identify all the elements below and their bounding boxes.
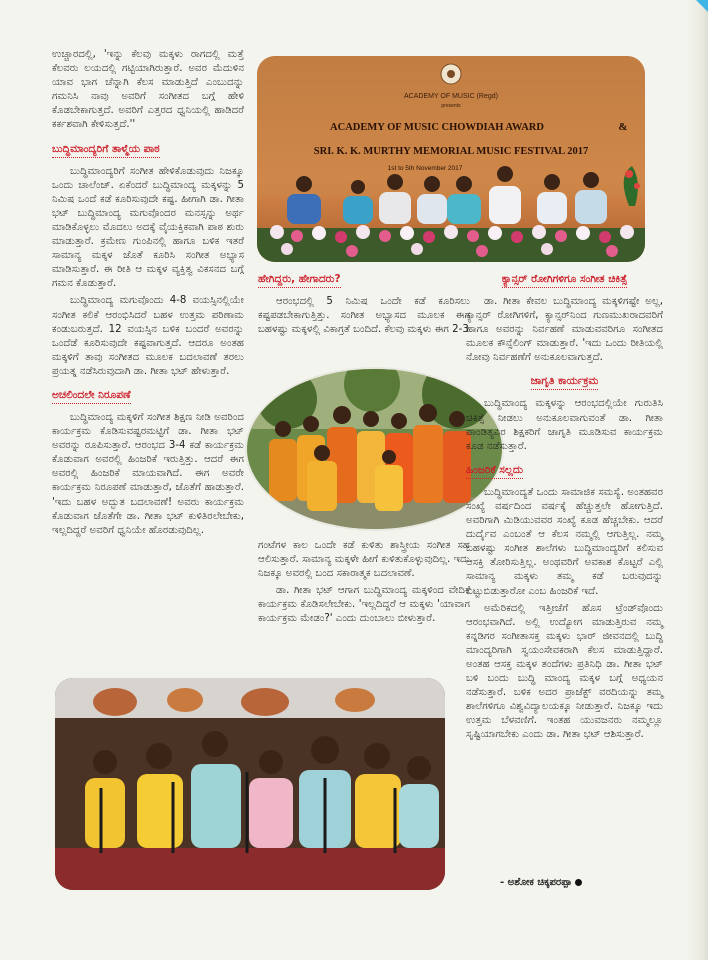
byline-text: - ಅಶೋಕ ಚಿಕ್ಕಪರಪ್ಪಾ (500, 877, 572, 888)
paragraph: ಬುದ್ಧಿಮಾಂದ್ಯ ಮಕ್ಕಳನ್ನು ಆರಂಭದಲ್ಲಿಯೇ ಗುರುತಿಸಿ ಚಿಕಿತ್ಸೆ ನೀಡಲು ಅನುಕೂಲವಾಗುವಂತೆ ಡಾ. ಗೀತಾ ಪಾಂಡಿತ್ಯವಿರ ಶಿಕ್ಷಕರಿಗೆ ಜಾಗೃತಿ ಮೂಡಿಸುವ ಕಾರ್ಯಕ್ರಮ ಕೂಡ ನಡೆಸುತ್ತಾರೆ. (466, 398, 663, 452)
banner-line-2: SRI. K. K. MURTHY MEMORIAL MUSIC FESTIVAL 2017 (313, 146, 589, 157)
middle-column-bottom (258, 539, 470, 630)
concert-photo (55, 678, 445, 890)
org-presents: presents (441, 103, 461, 109)
award-stage-illustration (257, 56, 645, 262)
section-heading: ಬುದ್ಧಿಮಾಂದ್ಯರಿಗೆ ತಾಳ್ಮೆಯ ಪಾಠ (52, 142, 160, 158)
concert-illustration (55, 678, 445, 890)
paragraph: ಡಾ. ಗೀತಾ ಭಟ್ ಆಗಾಗ ಬುದ್ಧಿಮಾಂದ್ಯ ಮಕ್ಕಳಿಂದ ವೇದಿಕೆ ಕಾರ್ಯಕ್ರಮ ಕೊಡಿಸಲೇಬೇಕು. 'ಇಲ್ಲದಿದ್ದರೆ ಆ ಮಕ್ಕಳು 'ಯಾವಾಗ ಕಾರ್ಯಕ್ರಮ ಮೇಡಂ?' ಎಂದು ದುಂಬಾಲು ಬೀಳುತ್ತಾರೆ. (258, 585, 470, 625)
banner-dates: 1st to 5th November 2017 (387, 165, 463, 172)
paragraph: ಅಮೆರಿಕದಲ್ಲಿ ಇತ್ತೀಚೆಗೆ ಹೊಸ ಟ್ರೆಂಡ್‌ವೊಂದು ಆರಂಭವಾಗಿದೆ. ಅಲ್ಲಿ ಉದ್ಯೋಗ ಮಾಡುತ್ತಿರುವ ನಮ್ಮ ಕನ್ನಡಿಗರ ಸಂಗೀತಾಸಕ್ತ ಮಕ್ಕಳು ಭಾರ್ ಜೀವನದಲ್ಲಿ ಬುದ್ಧಿ ಮಾಂದ್ಯರಿಗಾಗಿ ಸ್ವಯಂಸೇವಕರಾಗಿ ಕೆಲಸ ಮಾಡುತ್ತಿದ್ದಾರೆ. ಅಂತಹ ಆಸಕ್ತ ಮಕ್ಕಳ ತಂದೆಗಳು ಪ್ರತಿನಿಧಿ ಡಾ. ಗೀತಾ ಭಟ್ ಬಳಿ ಬಂದು ಬುದ್ಧಿ ಮಾಂದ್ಯ ಮಕ್ಕಳ ಬಗ್ಗೆ ಅಧ್ಯಯನ ನಡೆಸುತ್ತಾರೆ. ಬಳಿಕ ಅದರ ಪ್ರಾಜೆಕ್ಟ್ ವರದಿಯನ್ನು ತಮ್ಮ ಶಾಲೆಗಳಿಗೂ ವಿಶ್ವವಿದ್ಯಾಲಯಕ್ಕೂ ನೀಡುತ್ತಾರೆ. ನಿಜಕ್ಕೂ ಇದು ಉತ್ತಮ ಬೆಳವಣಿಗೆ. ಇಂತಹ ಯುವಜನರು ನಮ್ಮಲ್ಲೂ ಸೃಷ್ಟಿಯಾಗಬೇಕು ಎಂದು ಡಾ. ಗೀತಾ ಭಟ್ ಆಶಿಸುತ್ತಾರೆ. (466, 602, 663, 741)
left-column (52, 48, 244, 541)
author-byline (500, 877, 582, 888)
page-edge (688, 0, 708, 960)
paragraph: ಬುದ್ಧಿಮಾಂದ್ಯ ಮಕ್ಕಳಿಗೆ ಸಂಗೀತ ಶಿಕ್ಷಣ ನೀಡಿ ಅವರಿಂದ ಕಾರ್ಯಕ್ರಮ ಕೊಡಿಸುವಷ್ಟರಮಟ್ಟಿಗೆ ಡಾ. ಗೀತಾ ಭಟ್ ಅವರನ್ನು ರೂಪಿಸುತ್ತಾರೆ. ಆರಂಭದ 3-4 ಕಡೆ ಕಾರ್ಯಕ್ರಮ ಕೊಡುವಾಗ ಅವರಲ್ಲಿ ಹಿಂಜರಿಕೆ ಇರುತ್ತಿತ್ತು. ಆದರೆ ಈಗ ಅವರಲ್ಲಿ ಹಿಂಜರಿಕೆ ಮಾಯವಾಗಿದೆ. ಈಗ ಅವರೇ ಕಾರ್ಯಕ್ರಮ ನಿರೂಪಣೆ ಮಾಡುತ್ತಾರೆ, ಜೊತೆಗೆ ಹಾಡುತ್ತಾರೆ. 'ಇದು ಬಹಳ ಅದ್ಭುತ ಬದಲಾವಣೆ! ಅವರು ಕಾರ್ಯಕ್ರಮ ಕೊಡುವಾಗ ಜೊತೆಗೇ ಡಾ. ಗೀತಾ ಭಟ್ ಕುಳಿತಿರಲೇಬೇಕು, ಇಲ್ಲದಿದ್ದರೆ ಅವರಿಗೆ ಧ್ವನಿಯೇ ಹೊರಡುವುದಿಲ್ಲ. (52, 411, 244, 536)
end-mark (575, 879, 582, 886)
paragraph: ಡಾ. ಗೀತಾ ಕೇವಲ ಬುದ್ಧಿಮಾಂದ್ಯ ಮಕ್ಕಳಿಗಷ್ಟೇ ಅಲ್ಲ, ಕ್ಯಾನ್ಸರ್ ರೋಗಿಗಳಿಗೆ, ಕ್ಯಾನ್ಸರ್‌ನಿಂದ ಗುಣಮುಖರಾದವರಿಗೆ ಹಾಗೂ ಅವರನ್ನು ನಿರ್ವಹಣೆ ಮಾಡುವವರಿಗೂ ಸಂಗೀತದ ಮೂಲಕ ಕೌನ್ಸೆಲಿಂಗ್ ಮಾಡುತ್ತಾರೆ. 'ಇದು ಒಂದು ರೀತಿಯಲ್ಲಿ ನೋವು ನಿರ್ವಹಣೆಗೆ ಅನುಕೂಲವಾಗುತ್ತದೆ. (466, 296, 663, 364)
section-heading: ಹೇಗಿದ್ದರು, ಹೇಗಾದರು? (258, 272, 341, 288)
award-stage-photo (257, 56, 645, 262)
paragraph: ಆರಂಭದಲ್ಲಿ 5 ನಿಮಿಷ ಒಂದೇ ಕಡೆ ಕೂರಿಸಲು ಕಷ್ಟಪಡಬೇಕಾಗುತ್ತಿತ್ತು. ಸಂಗೀತ ಅಭ್ಯಾಸದ ಮೂಲಕ ಈಗ ಬಹಳಷ್ಟು ಮಕ್ಕಳಲ್ಲಿ ವಿಕಾಗ್ರತೆ ಬಂದಿದೆ. ಕೆಲವು ಮಕ್ಕಳು ಈಗ 2-3 (258, 296, 470, 336)
banner-ampersand: & (618, 121, 628, 133)
section-heading: ಹಿಂಜರಿಕೆ ಸಲ್ಲದು (466, 463, 523, 479)
right-column (466, 272, 663, 746)
banner-line-1: ACADEMY OF MUSIC CHOWDIAH AWARD (330, 122, 544, 133)
paragraph: ಗಂಟೆಗಳ ಕಾಲ ಒಂದೇ ಕಡೆ ಕುಳಿತು ಶಾಸ್ತ್ರೀಯ ಸಂಗೀತ ಸಹ ಆಲಿಸುತ್ತಾರೆ. ಸಾಮಾನ್ಯ ಮಕ್ಕಳೇ ಹೀಗೆ ಕುಳಿತುಕೊಳ್ಳುವುದಿಲ್ಲ. ಇದು ನಿಜಕ್ಕೂ ಅವರಲ್ಲಿ ಬಂದ ಸಕಾರಾತ್ಮಕ ಬದಲಾವಣೆ. (258, 540, 470, 580)
org-name: ACADEMY OF MUSIC (Regd) (404, 93, 498, 100)
paragraph: ಬುದ್ಧಿಮಾಂದ್ಯ ಮಗುವೊಂದು 4-8 ವಯಸ್ಸಿನಲ್ಲಿಯೇ ಸಂಗೀತ ಕಲಿಕೆ ಆರಂಭಿಸಿದರೆ ಬಹಳ ಉತ್ತಮ ಪರಿಣಾಮ ಕಂಡುಬರುತ್ತದೆ. 12 ವಯಸ್ಸಿನ ಬಳಿಕ ಬಂದರೆ ಅವರನ್ನು ಒಂದೆಡೆ ಕೂರಿಸುವುದೇ ಕಷ್ಟವಾಗುತ್ತದೆ. ಆದರೂ ಅಂತಹ ಮಕ್ಕಳಿಗೆ ತಾವು ಸಂಗೀತದ ಮೂಲಕ ಬದಲಾವಣೆ ತರಲು ಪ್ರಯತ್ನ ನಡೆಸಿರುವುದಾಗಿ ಡಾ. ಗೀತಾ ಭಟ್ ಹೇಳುತ್ತಾರೆ. (52, 295, 244, 377)
section-heading: ಅಚಲಿಂದಲೇ ನಿರೂಪಣೆ (52, 388, 131, 404)
paragraph: ಬುದ್ಧಿಮಾಂದ್ಯತೆ ಒಂದು ಸಾಮಾಜಿಕ ಸಮಸ್ಯೆ. ಅಂತಹವರ ಸಂಖ್ಯೆ ವರ್ಷದಿಂದ ವರ್ಷಕ್ಕೆ ಹೆಚ್ಚುತ್ತಲೇ ಹೋಗುತ್ತಿದೆ. ಅವರಿಗಾಗಿ ಮಿಡಿಯುವವರ ಸಂಖ್ಯೆ ಕೂಡ ಹೆಚ್ಚಬೇಕು. ಆದರೆ ದುರ್ದೈವ ಎಂಬಂತೆ ಆ ಕೆಲಸ ನಮ್ಮಲ್ಲಿ ಆಗುತ್ತಿಲ್ಲ. ನಮ್ಮ ಬಹಳಷ್ಟು ಸಂಗೀತ ಶಾಲೆಗಳು ಬುದ್ಧಿಮಾಂದ್ಯರಿಗೆ ಕಲಿಸುವ ಆಸಕ್ತಿ ತೋರಿಸುತ್ತಿಲ್ಲ. ಅಂಥವರಿಗೆ ಅವಕಾಶ ಕೊಟ್ಟರೆ ಎಲ್ಲಿ ಸಾಮಾನ್ಯ ಮಕ್ಕಳು ತಮ್ಮ ಕಡೆ ಬರುವುದನ್ನು ಬಿಟ್ಟುಬಿಡುತ್ತಾರೋ ಎಂಬ ಹಿಂಜರಿಕೆ ಇದೆ. (466, 486, 663, 597)
section-heading: ಕ್ಯಾನ್ಸರ್ ರೋಗಿಗಳಿಗೂ ಸಂಗೀತ ಚಿಕಿತ್ಸೆ (502, 272, 627, 288)
middle-column-top (258, 270, 470, 340)
paragraph: ಬುದ್ಧಿಮಾಂದ್ಯರಿಗೆ ಸಂಗೀತ ಹೇಳಿಕೊಡುವುದು ನಿಜಕ್ಕೂ ಒಂದು ಚಾಲೆಂಜ್. ಏಕೆಂದರೆ ಬುದ್ಧಿಮಾಂದ್ಯ ಮಕ್ಕಳನ್ನು 5 ನಿಮಿಷ ಒಂದೆ ಕಡೆ ಕೂರಿಸುವುದೇ ಕಷ್ಟ. ಹೀಗಾಗಿ ಡಾ. ಗೀತಾ ಭಟ್ ಬುದ್ಧಿಮಾಂದ್ಯ ಮಗುವೊಂದರ ಮನಸ್ಸನ್ನು ಅರ್ಥ ಮಾಡಿಕೊಳ್ಳಲು ಮೊದಲು ಅದಕ್ಕೆ ವೈಯಕ್ತಿಕವಾಗಿ ಪಾಠ ಶುರು ಮಾಡುತ್ತಾರೆ. ಕ್ರಮೇಣ ಗುಂಪಿನಲ್ಲಿ ಹಾಗೂ ಬಳಿಕ ಇತರೆ ಸಾಮಾನ್ಯ ಮಕ್ಕಳ ಜೊತೆ ಕೂರಿಸಿ ಸಂಗೀತ ಅಭ್ಯಾಸ ಮಾಡಿಸುತ್ತಾರೆ. ಈ ರೀತಿ ಆ ಮಕ್ಕಳ ವ್ಯಕ್ತಿತ್ವ ವಿಕಸನದ ಬಗ್ಗೆ ಗಮನ ಕೊಡುತ್ತಾರೆ. (52, 165, 244, 290)
section-heading: ಜಾಗೃತಿ ಕಾರ್ಯಕ್ರಮ (531, 374, 599, 390)
group-illustration (247, 369, 502, 529)
corner-mark (696, 0, 708, 12)
intro-paragraph: ಉಚ್ಚಾರದಲ್ಲಿ, 'ಇನ್ನು ಕೆಲವು ಮಕ್ಕಳು ರಾಗದಲ್ಲಿ ಮತ್ತೆ ಕೆಲವರು ಲಯದಲ್ಲಿ ಗಟ್ಟಿಯಾಗಿರುತ್ತಾರೆ. ಅವರ ಮೆದುಳಿನ ಯಾವ ಭಾಗ ಚೆನ್ನಾಗಿ ಕೆಲಸ ಮಾಡುತ್ತಿದೆ ಎಂಬುದನ್ನು ಗಮನಿಸಿ ನಾವು ಅವರಿಗೆ ಸಂಗೀತದ ಬಗ್ಗೆ ಹೇಳಿ ಕೊಡಬೇಕಾಗುತ್ತದೆ. ಅವರಿಗೆ ಎತ್ತರದ ಧ್ವನಿಯಲ್ಲಿ ಹಾಡಿದರೆ ಕರ್ಕಶವಾಗಿ ಕೇಳಿಸುತ್ತದೆ.'' (52, 49, 244, 131)
